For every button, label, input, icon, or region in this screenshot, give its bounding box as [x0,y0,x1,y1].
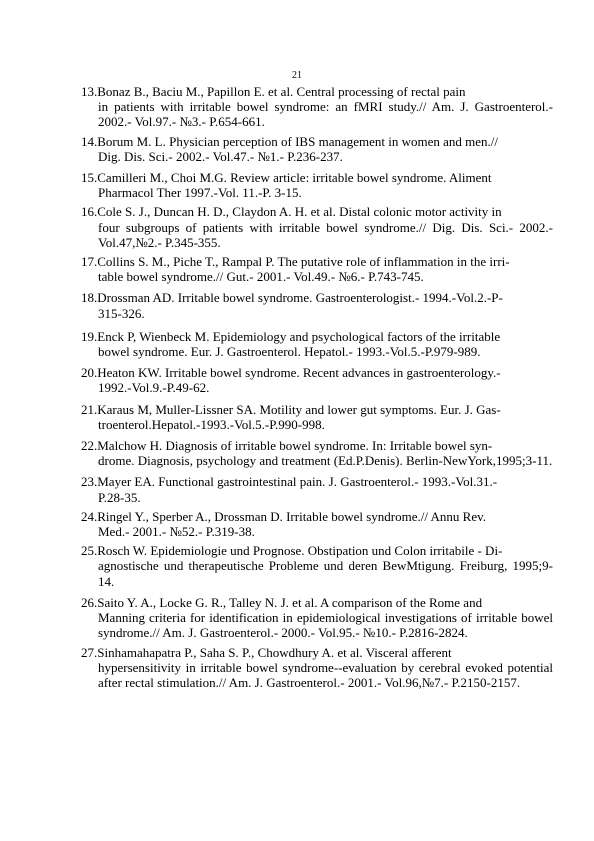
reference-text: Karaus M, Muller-Lissner SA. Motility and lower gut symptoms. Eur. J. Gas- [97,401,501,417]
reference-number: 27. [81,644,98,660]
reference-item [81,329,553,359]
reference-number: 19. [81,328,98,344]
reference-number: 15. [81,170,98,186]
reference-text: Saito Y. A., Locke G. R., Talley N. J. et al. A comparison of the Rome and [97,594,483,610]
reference-text: Malchow H. Diagnosis of irritable bowel syndrome. In: Irritable bowel syn- [97,438,493,454]
reference-continuation: 1992.-Vol.9.-P.49-62. [98,380,210,396]
reference-continuation: 315-326. [98,305,145,321]
reference-text: Rosch W. Epidemiologie und Prognose. Obstipation und Colon irritabile - Di- [97,543,503,559]
reference-text: Ringel Y., Sperber A., Drossman D. Irritable bowel syndrome.// Annu Rev. [97,508,486,524]
reference-continuation: hypersensitivity in irritable bowel syndrome--evaluation by cerebral evoked potential after rectal stimulation.// Am. J. Gastroenterol.- 2001.- Vol.96,№7.- P.2150-2157. [98,659,553,690]
reference-continuation: in patients with irritable bowel syndrome: an fMRI study.// Am. J. Gastroenterol.- 2002.- Vol.97.- №3.- P.654-661. [98,99,553,130]
reference-item [81,290,553,320]
reference-number: 16. [81,204,98,220]
reference-continuation: troenterol.Hepatol.-1993.-Vol.5.-P.990-998. [98,416,325,432]
reference-text: Sinhamahapatra P., Saha S. P., Chowdhury A. et al. Visceral afferent [97,644,452,660]
reference-item [81,595,553,641]
page-number: 21 [292,70,302,81]
reference-item [81,509,553,539]
reference-text: Collins S. M., Piche T., Rampal P. The putative role of inflammation in the irri- [97,254,510,270]
reference-item [81,365,553,395]
reference-number: 25. [81,543,98,559]
reference-number: 14. [81,133,98,149]
reference-number: 18. [81,290,98,306]
reference-text: Mayer EA. Functional gastrointestinal pain. J. Gastroenterol.- 1993.-Vol.31.- [97,474,498,490]
reference-list [81,84,553,694]
reference-number: 24. [81,508,98,524]
reference-item [81,170,553,200]
reference-continuation: Pharmacol Ther 1997.-Vol. 11.-P. 3-15. [98,185,302,201]
reference-continuation: Dig. Dis. Sci.- 2002.- Vol.47.- №1.- P.236-237. [98,148,343,164]
reference-item [81,543,553,589]
reference-continuation: four subgroups of patients with irritable bowel syndrome.// Dig. Dis. Sci.- 2002.- Vol.47,№2.- P.345-355. [98,219,553,250]
reference-item [81,204,553,250]
reference-number: 17. [81,254,98,270]
reference-continuation: table bowel syndrome.// Gut.- 2001.- Vol.49.- №6.- P.743-745. [98,269,424,285]
reference-continuation: Med.- 2001.- №52.- P.319-38. [98,524,255,540]
reference-continuation: bowel syndrome. Eur. J. Gastroenterol. Hepatol.- 1993.-Vol.5.-P.979-989. [98,344,481,360]
reference-item [81,134,553,164]
reference-continuation: Manning criteria for identification in epidemiological investigations of irritable bowel syndrome.// Am. J. Gastroenterol.- 2000.- Vol.95.- №10.- P.2816-2824. [98,610,553,641]
reference-continuation: drome. Diagnosis, psychology and treatment (Ed.P.Denis). Berlin-NewYork,1995;3-11. [98,453,553,469]
reference-item [81,438,553,468]
reference-item [81,84,553,130]
reference-item [81,254,553,284]
reference-item [81,474,553,504]
reference-text: Camilleri M., Choi M.G. Review article: irritable bowel syndrome. Aliment [97,170,492,186]
reference-text: Enck P, Wienbeck M. Epidemiology and psychological factors of the irritable [97,328,501,344]
reference-number: 26. [81,594,98,610]
reference-continuation: agnostische und therapeutische Probleme und deren BewMtigung. Freiburg, 1995;9-14. [98,558,553,589]
reference-item [81,645,553,691]
reference-text: Cole S. J., Duncan H. D., Claydon A. H. et al. Distal colonic motor activity in [97,204,502,220]
reference-number: 21. [81,401,98,417]
reference-item [81,402,553,432]
reference-text: Borum M. L. Physician perception of IBS management in women and men.// [97,133,499,149]
reference-number: 20. [81,365,98,381]
reference-number: 13. [81,84,98,99]
reference-number: 22. [81,438,98,454]
reference-text: Drossman AD. Irritable bowel syndrome. Gastroenterologist.- 1994.-Vol.2.-P- [97,290,503,306]
reference-text: Heaton KW. Irritable bowel syndrome. Recent advances in gastroenterology.- [97,365,501,381]
reference-continuation: P.28-35. [98,489,141,505]
reference-text: Bonaz B., Baciu M., Papillon E. et al. Central processing of rectal pain [97,84,466,99]
reference-number: 23. [81,474,98,490]
